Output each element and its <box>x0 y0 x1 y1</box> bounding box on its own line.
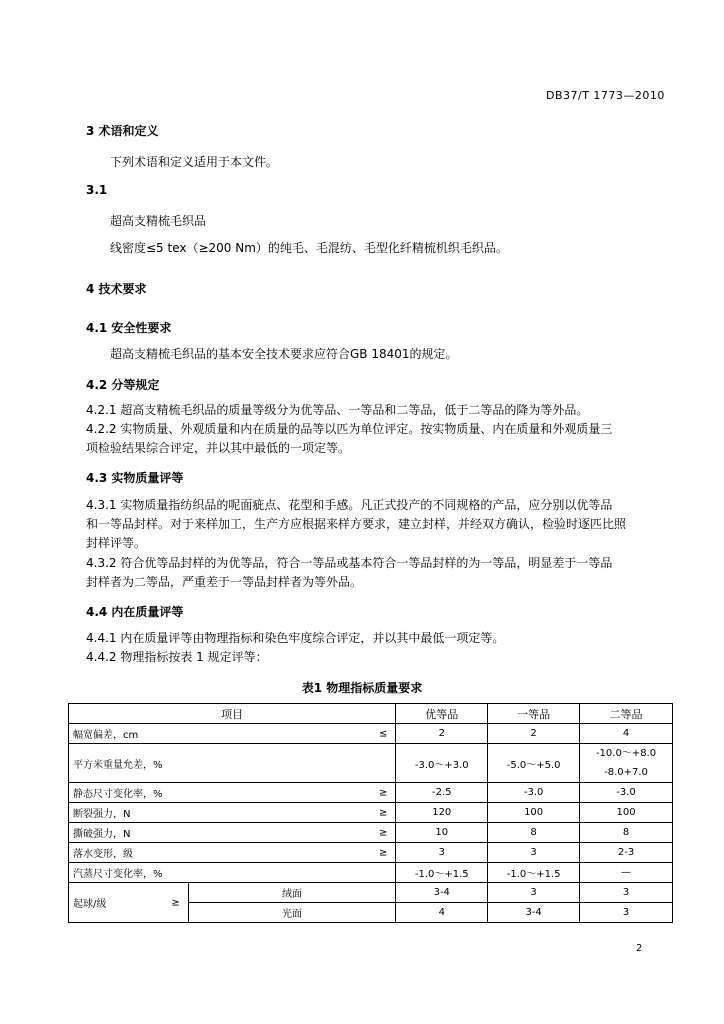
term-3-1-number: 3.1 <box>86 183 108 197</box>
clause-4-2-1: 4.2.1 超高支精梳毛织品的质量等级分为优等品、一等品和二等品，低于二等品的降为等外品。 <box>86 403 589 417</box>
cell-superior: 4 <box>396 903 488 923</box>
row-operator: ≥ <box>378 807 388 818</box>
row-name: 落水变形，级 <box>73 849 133 860</box>
clause-4-2-2-line1: 4.2.2 实物质量、外观质量和内在质量的品等以匹为单位评定。按实物质量、内在质量和外观质量三 <box>86 422 613 436</box>
table-row <box>69 724 673 744</box>
cell-second-grade: 8 <box>580 823 673 843</box>
clause-4-3-1-line2: 和一等品封样。对于来样加工，生产方应根据来样方要求，建立封样，并经双方确认，检验时逐匹比照 <box>86 517 627 531</box>
section-4-1-text: 超高支精梳毛织品的基本安全技术要求应符合GB 18401的规定。 <box>110 347 458 361</box>
table-row <box>69 744 673 783</box>
section-4-3-title: 4.3 实物质量评等 <box>86 471 184 485</box>
clause-4-3-2-line1: 4.3.2 符合优等品封样的为优等品，符合一等品或基本符合一等品封样的为一等品，明显差于一等品 <box>86 556 613 570</box>
cell-first-grade: 3 <box>488 883 580 903</box>
table-row <box>69 843 673 863</box>
cell-second-grade: — <box>580 863 673 883</box>
page-number: 2 <box>636 943 643 954</box>
row-name: 起球/级 <box>73 899 107 910</box>
cell-second-grade-line1: -10.0～+8.0 <box>595 748 657 759</box>
clause-4-2-2-line2: 项检验结果综合评定，并以其中最低的一项定等。 <box>86 441 351 455</box>
cell-second-grade: 4 <box>580 724 673 744</box>
cell-superior: 120 <box>396 803 488 823</box>
section-4-1-title: 4.1 安全性要求 <box>86 321 172 335</box>
table-row <box>69 883 673 903</box>
cell-superior: -1.0～+1.5 <box>396 863 488 883</box>
cell-first-grade: -3.0 <box>488 783 580 803</box>
cell-second-grade: 3 <box>580 883 673 903</box>
section-4-title: 4 技术要求 <box>86 282 147 296</box>
section-3-intro: 下列术语和定义适用于本文件。 <box>110 155 279 169</box>
cell-second-grade: 2-3 <box>580 843 673 863</box>
cell-first-grade: 100 <box>488 803 580 823</box>
cell-first-grade: 3-4 <box>488 903 580 923</box>
row-operator: ≥ <box>378 827 388 838</box>
row-operator: ≥ <box>378 847 388 858</box>
section-4-2-title: 4.2 分等规定 <box>86 378 160 392</box>
sub-row-name: 绒面 <box>188 883 396 903</box>
cell-second-grade <box>580 744 673 783</box>
cell-first-grade: -5.0～+5.0 <box>488 744 580 783</box>
section-3-title: 3 术语和定义 <box>86 124 159 138</box>
cell-superior: -3.0～+3.0 <box>396 744 488 783</box>
header-first-grade: 一等品 <box>488 704 580 724</box>
row-operator: ≥ <box>378 787 388 798</box>
document-header: DB37/T 1773—2010 <box>546 89 665 102</box>
table-row <box>69 783 673 803</box>
cell-superior: 3-4 <box>396 883 488 903</box>
term-3-1-name: 超高支精梳毛织品 <box>110 214 207 228</box>
table-caption: 表1 物理指标质量要求 <box>301 681 423 695</box>
sub-row-name: 光面 <box>188 903 396 923</box>
physical-index-table <box>68 703 673 923</box>
cell-first-grade: 3 <box>488 843 580 863</box>
cell-second-grade-line2: -8.0+7.0 <box>604 767 648 778</box>
table-header-row <box>69 704 673 724</box>
cell-first-grade: 2 <box>488 724 580 744</box>
header-item: 项目 <box>69 704 396 724</box>
cell-first-grade: -1.0～+1.5 <box>488 863 580 883</box>
row-operator: ≤ <box>378 728 388 739</box>
clause-4-3-1-line3: 封样评等。 <box>86 536 147 550</box>
cell-second-grade: 3 <box>580 903 673 923</box>
cell-second-grade: -3.0 <box>580 783 673 803</box>
row-name: 汽蒸尺寸变化率，% <box>73 869 163 880</box>
row-operator: ≥ <box>171 897 180 908</box>
row-name: 断裂强力，N <box>73 809 131 820</box>
cell-superior: 2 <box>396 724 488 744</box>
row-name: 幅宽偏差，cm <box>73 730 139 741</box>
cell-second-grade: 100 <box>580 803 673 823</box>
header-second-grade: 二等品 <box>580 704 673 724</box>
clause-4-4-2: 4.4.2 物理指标按表 1 规定评等： <box>86 650 268 664</box>
row-name: 撕破强力，N <box>73 829 131 840</box>
section-4-4-title: 4.4 内在质量评等 <box>86 605 184 619</box>
clause-4-3-1-line1: 4.3.1 实物质量指纺织品的呢面疵点、花型和手感。凡正式投产的不同规格的产品，应分别以优等品 <box>86 498 613 512</box>
table-row <box>69 863 673 883</box>
table-row <box>69 823 673 843</box>
header-superior: 优等品 <box>396 704 488 724</box>
table-row <box>69 803 673 823</box>
cell-superior: 10 <box>396 823 488 843</box>
term-3-1-definition: 线密度≤5 tex（≥200 Nm）的纯毛、毛混纺、毛型化纤精梳机织毛织品。 <box>110 241 508 255</box>
cell-superior: 3 <box>396 843 488 863</box>
row-name: 平方米重量允差，% <box>73 759 163 771</box>
cell-superior: -2.5 <box>396 783 488 803</box>
cell-first-grade: 8 <box>488 823 580 843</box>
clause-4-4-1: 4.4.1 内在质量评等由物理指标和染色牢度综合评定，并以其中最低一项定等。 <box>86 631 505 645</box>
row-name: 静态尺寸变化率，% <box>73 789 163 800</box>
clause-4-3-2-line2: 封样者为二等品，严重差于一等品封样者为等外品。 <box>86 575 363 589</box>
